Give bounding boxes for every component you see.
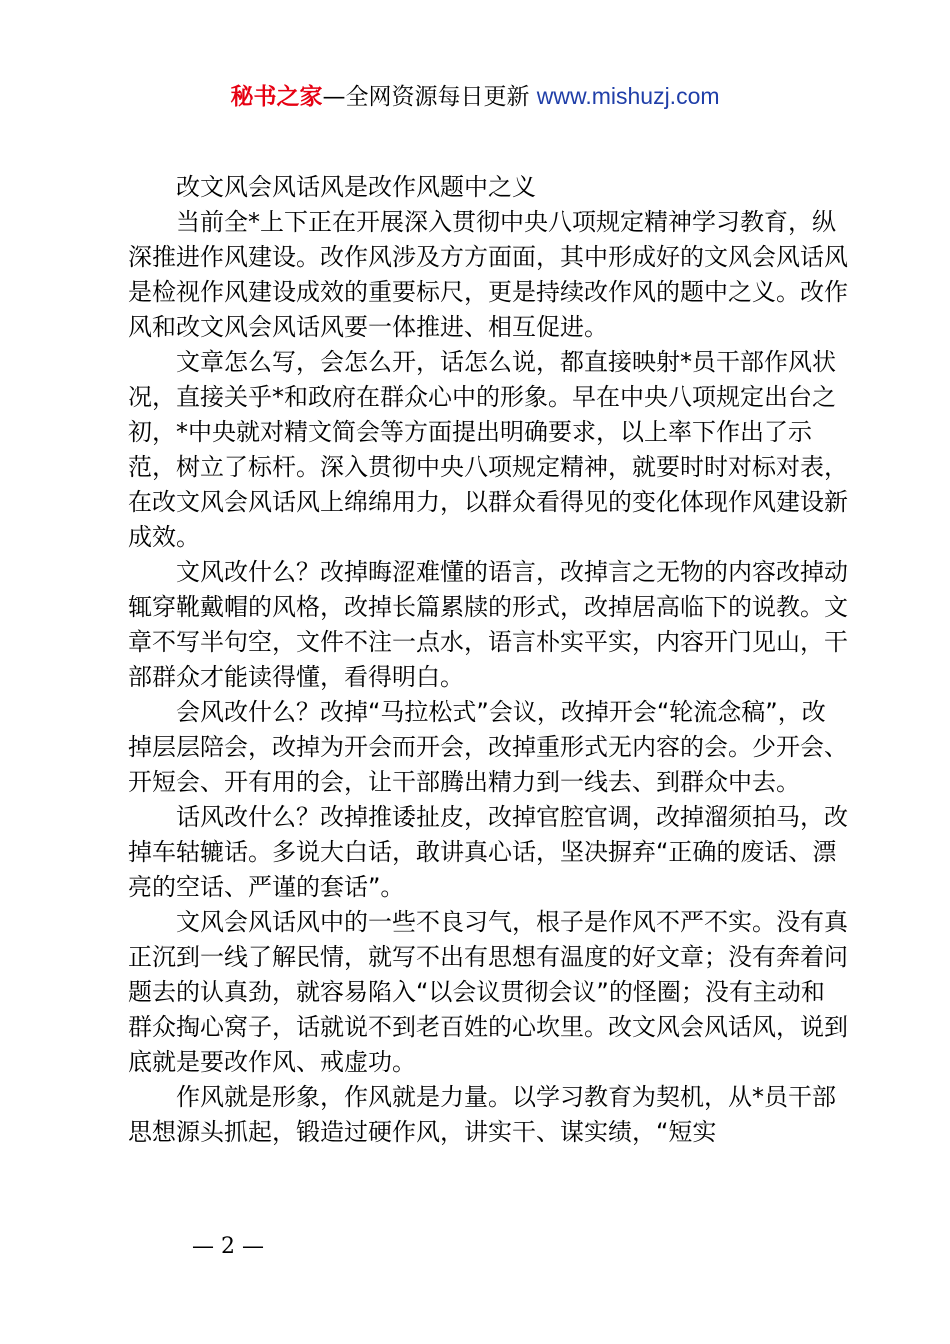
brand-name: 秘书之家	[230, 84, 323, 110]
article-body	[128, 170, 848, 1150]
paragraph: 会风改什么？改掉“马拉松式”会议，改掉开会“轮流念稿”，改掉层层陪会，改掉为开会而开会，改掉重形式无内容的会。少开会、开短会、开有用的会，让干部腾出精力到一线去、到群众中去。	[128, 698, 848, 796]
paragraph: 话风改什么？改掉推诿扯皮，改掉官腔官调，改掉溜须拍马，改掉车轱辘话。多说大白话，敢讲真心话，坚决摒弃“正确的废话、漂亮的空话、严谨的套话”。	[128, 803, 848, 901]
paragraph: 当前全*上下正在开展深入贯彻中央八项规定精神学习教育，纵深推进作风建设。改作风涉及方方面面，其中形成好的文风会风话风是检视作风建设成效的重要标尺，更是持续改作风的题中之义。改作风和改文风会风话风要一体推进、相互促进。	[128, 208, 848, 341]
site-url: www.mishuzj.com	[536, 83, 720, 109]
site-banner	[0, 80, 950, 113]
paragraph: 文章怎么写，会怎么开，话怎么说，都直接映射*员干部作风状况，直接关乎*和政府在群众心中的形象。早在中央八项规定出台之初，*中央就对精文简会等方面提出明确要求，以上率下作出了示范，树立了标杆。深入贯彻中央八项规定精神，就要时时对标对表，在改文风会风话风上绵绵用力，以群众看得见的变化体现作风建设新成效。	[128, 348, 848, 551]
paragraph: 文风改什么？改掉晦涩难懂的语言，改掉言之无物的内容改掉动辄穿靴戴帽的风格，改掉长篇累牍的形式，改掉居高临下的说教。文章不写半句空，文件不注一点水，语言朴实平实，内容开门见山，干部群众才能读得懂，看得明白。	[128, 558, 848, 691]
paragraph: 作风就是形象，作风就是力量。以学习教育为契机，从*员干部思想源头抓起，锻造过硬作风，讲实干、谋实绩，“短实	[128, 1083, 836, 1146]
article-title: 改文风会风话风是改作风题中之义	[176, 173, 536, 201]
page-number: — 2 —	[192, 1234, 264, 1259]
banner-tagline: —全网资源每日更新	[322, 84, 537, 110]
paragraph: 文风会风话风中的一些不良习气，根子是作风不严不实。没有真正沉到一线了解民情，就写不出有思想有温度的好文章；没有奔着问题去的认真劲，就容易陷入“以会议贯彻会议”的怪圈；没有主动和群众掏心窝子，话就说不到老百姓的心坎里。改文风会风话风，说到底就是要改作风、戒虚功。	[128, 908, 848, 1076]
